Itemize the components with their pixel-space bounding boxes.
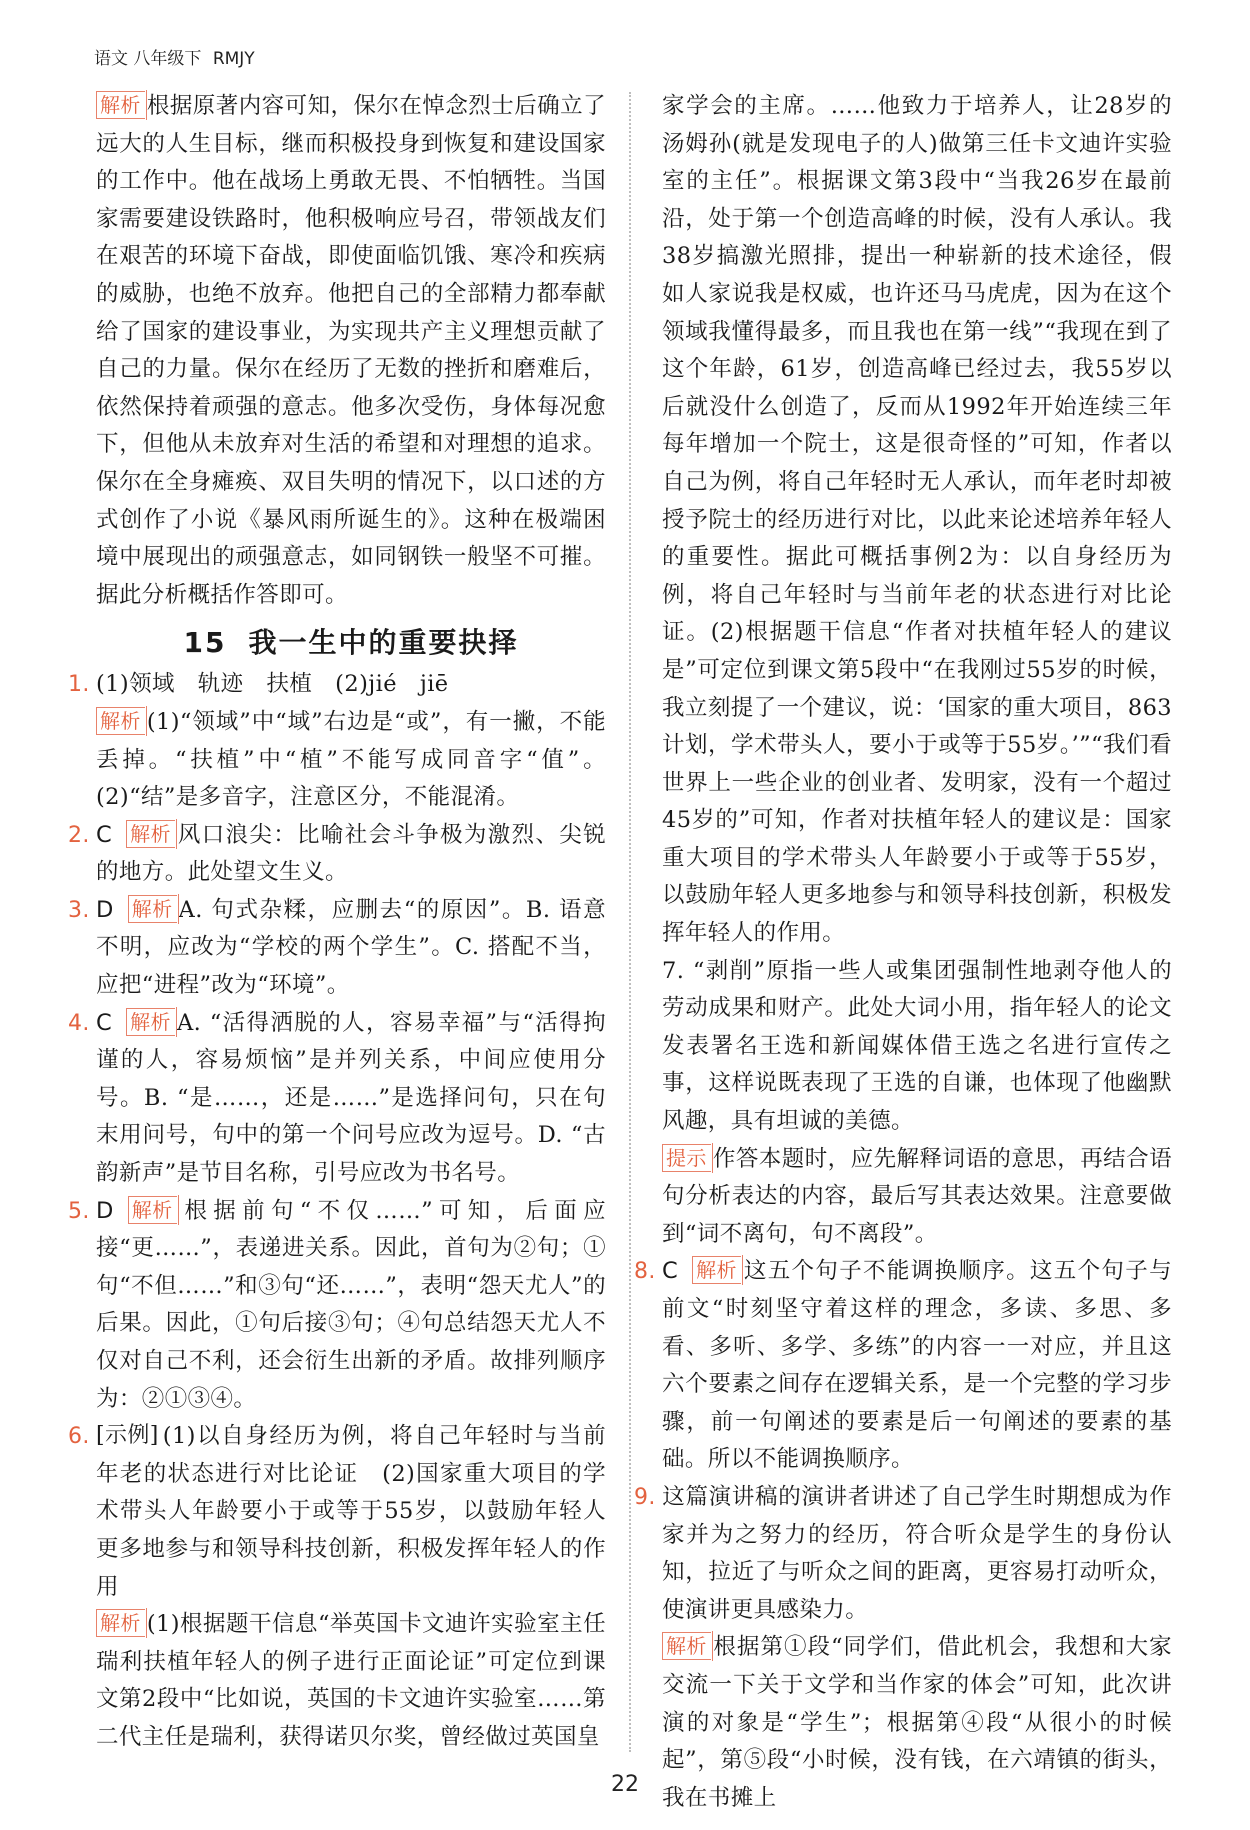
analysis-tag: 解析 xyxy=(96,91,145,119)
question-4 xyxy=(68,1005,606,1193)
tip-block xyxy=(662,1141,1172,1254)
answer: D xyxy=(96,896,114,923)
intro-analysis xyxy=(96,88,606,614)
answer: C xyxy=(96,1009,113,1036)
answer: 7. “剥削”原指一些人或集团强制性地剥夺他人的劳动成果和财产。此处大词小用，指年轻人的论文发表署名王选和新闻媒体借王选之名进行宣传之事，这样说既表现了王选的自谦，也体现了他幽默风趣，具有坦诚的美德。 xyxy=(662,957,1172,1135)
analysis-text: A. “活得洒脱的人，容易幸福”与“活得拘谨的人，容易烦恼”是并列关系，中间应使用分号。B. “是……，还是……”是选择问句，只在句末用问号，句中的第一个问号应改为逗号。D. “古韵新声”是节目名称，引号应改为书名号。 xyxy=(96,1009,606,1187)
header-edition: RMJY xyxy=(212,49,255,69)
analysis-text: 这五个句子不能调换顺序。这五个句子与前文“时刻坚守着这样的理念，多读、多思、多看、多听、多学、多练”的内容一一对应，并且这六个要素之间存在逻辑关系，是一个完整的学习步骤，前一句阐述的要素是后一句阐述的要素的基础。所以不能调换顺序。 xyxy=(662,1258,1172,1473)
answer: (1)以自身经历为例，将自己年轻时与当前年老的状态进行对比论证 (2)国家重大项目的学术带头人年龄要小于或等于55岁，以鼓励年轻人更多地参与和领导科技创新，积极发挥年轻人的作用 xyxy=(96,1423,606,1600)
analysis-tag: 解析 xyxy=(96,1609,145,1637)
question-5 xyxy=(68,1193,606,1419)
question-9 xyxy=(634,1479,1172,1817)
analysis-text: 风口浪尖：比喻社会斗争极为激烈、尖锐的地方。此处望文生义。 xyxy=(96,821,606,886)
header-subject: 语文 八年级下 xyxy=(94,49,202,69)
question-number: 4. xyxy=(68,1010,90,1036)
answer: C xyxy=(662,1258,679,1285)
lesson-name: 我一生中的重要抉择 xyxy=(248,626,519,660)
analysis-tag: 解析 xyxy=(96,707,145,735)
lesson-title xyxy=(96,622,606,664)
question-number: 1. xyxy=(68,672,90,698)
question-2 xyxy=(68,817,606,892)
question-number: 9. xyxy=(634,1484,656,1510)
right-column xyxy=(634,88,1172,1817)
question-number: 5. xyxy=(68,1198,90,1224)
example-tag: [示例] xyxy=(96,1423,159,1449)
question-number: 3. xyxy=(68,897,90,923)
question-1 xyxy=(68,666,606,816)
column-divider xyxy=(629,92,631,1752)
lesson-number: 15 xyxy=(183,626,227,660)
tip-tag: 提示 xyxy=(662,1144,711,1172)
tip-text: 作答本题时，应先解释词语的意思，再结合语句分析表达的内容，最后写其表达效果。注意要做到“词不离句，句不离段”。 xyxy=(662,1145,1172,1247)
question-number: 2. xyxy=(68,822,90,848)
answer: D xyxy=(96,1197,114,1224)
answer: C xyxy=(96,821,113,848)
analysis-text: 根据第①段“同学们，借此机会，我想和大家交流一下关于文学和当作家的体会”可知，此次讲演的对象是“学生”；根据第④段“从很小的时候起”，第⑤段“小时候，没有钱，在六靖镇的街头，我在书摊上 xyxy=(662,1634,1172,1811)
continued-text: 家学会的主席。……他致力于培养人，让28岁的汤姆孙(就是发现电子的人)做第三任卡文迪许实验室的主任”。根据课文第3段中“当我26岁在最前沿，处于第一个创造高峰的时候，没有人承认。我38岁搞激光照排，提出一种崭新的技术途径，假如人家说我是权威，也许还马马虎虎，因为在这个领域我懂得最多，而且我也在第一线”“我现在到了这个年龄，61岁，创造高峰已经过去，我55岁以后就没什么创造了，反而从1992年开始连续三年每年增加一个院士，这是很奇怪的”可知，作者以自己为例，将自己年轻时无人承认，而年老时却被授予院士的经历进行对比，以此来论述培养年轻人的重要性。据此可概括事例2为：以自身经历为例，将自己年轻时与当前年老的状态进行对比论证。(2)根据题干信息“作者对扶植年轻人的建议是”可定位到课文第5段中“在我刚过55岁的时候，我立刻提了一个建议，说：‘国家的重大项目，863计划，学术带头人，要小于或等于55岁。’”“我们看世界上一些企业的创业者、发明家，没有一个超过45岁的”可知，作者对扶植年轻人的建议是：国家重大项目的学术带头人年龄要小于或等于55岁，以鼓励年轻人更多地参与和领导科技创新，积极发挥年轻人的作用。 xyxy=(662,93,1172,947)
question-6-continued xyxy=(662,88,1172,953)
analysis-tag: 解析 xyxy=(126,820,175,848)
page-number: 22 xyxy=(611,1772,639,1797)
question-6 xyxy=(68,1418,606,1756)
question-number: 6. xyxy=(68,1424,90,1450)
analysis-tag: 解析 xyxy=(126,1008,175,1036)
answer: (1)领域 轨迹 扶植 (2)jié jiē xyxy=(96,671,449,698)
question-3 xyxy=(68,892,606,1005)
analysis-text: (1)根据题干信息“举英国卡文迪许实验室主任瑞利扶植年轻人的例子进行正面论证”可定位到课文第2段中“比如说，英国的卡文迪许实验室……第二代主任是瑞利，获得诺贝尔奖，曾经做过英国皇 xyxy=(96,1611,606,1750)
left-column xyxy=(68,88,606,1757)
answer: 这篇演讲稿的演讲者讲述了自己学生时期想成为作家并为之努力的经历，符合听众是学生的身份认知，拉近了与听众之间的距离，更容易打动听众，使演讲更具感染力。 xyxy=(662,1483,1172,1623)
intro-text: 根据原著内容可知，保尔在悼念烈士后确立了远大的人生目标，继而积极投身到恢复和建设国家的工作中。他在战场上勇敢无畏、不怕牺牲。当国家需要建设铁路时，他积极响应号召，带领战友们在艰苦的环境下奋战，即使面临饥饿、寒冷和疾病的威胁，也绝不放弃。他把自己的全部精力都奉献给了国家的建设事业，为实现共产主义理想贡献了自己的力量。保尔在经历了无数的挫折和磨难后，依然保持着顽强的意志。他多次受伤，身体每况愈下，但他从未放弃对生活的希望和对理想的追求。保尔在全身瘫痪、双目失明的情况下，以口述的方式创作了小说《暴风雨所诞生的》。这种在极端困境中展现出的顽强意志，如同钢铁一般坚不可摧。据此分析概括作答即可。 xyxy=(96,93,606,608)
analysis-tag: 解析 xyxy=(128,895,177,923)
running-header xyxy=(94,44,255,69)
analysis-tag: 解析 xyxy=(692,1256,741,1284)
question-7 xyxy=(662,953,1172,1141)
analysis-text: 根据前句“不仅……”可知，后面应接“更……”，表递进关系。因此，首句为②句；①句“不但……”和③句“还……”，表明“怨天尤人”的后果。因此，①句后接③句；④句总结怨天尤人不仅对自己不利，还会衍生出新的矛盾。故排列顺序为：②①③④。 xyxy=(96,1197,606,1412)
analysis-text: A. 句式杂糅，应删去“的原因”。B. 语意不明，应改为“学校的两个学生”。C. 搭配不当，应把“进程”改为“环境”。 xyxy=(96,896,606,999)
analysis-tag: 解析 xyxy=(128,1196,177,1224)
analysis-text: (1)“领域”中“域”右边是“或”，有一撇，不能丢掉。“扶植”中“植”不能写成同音字“值”。(2)“结”是多音字，注意区分，不能混淆。 xyxy=(96,708,606,811)
analysis-tag: 解析 xyxy=(662,1632,711,1660)
question-number: 8. xyxy=(634,1259,656,1285)
question-8 xyxy=(634,1253,1172,1479)
